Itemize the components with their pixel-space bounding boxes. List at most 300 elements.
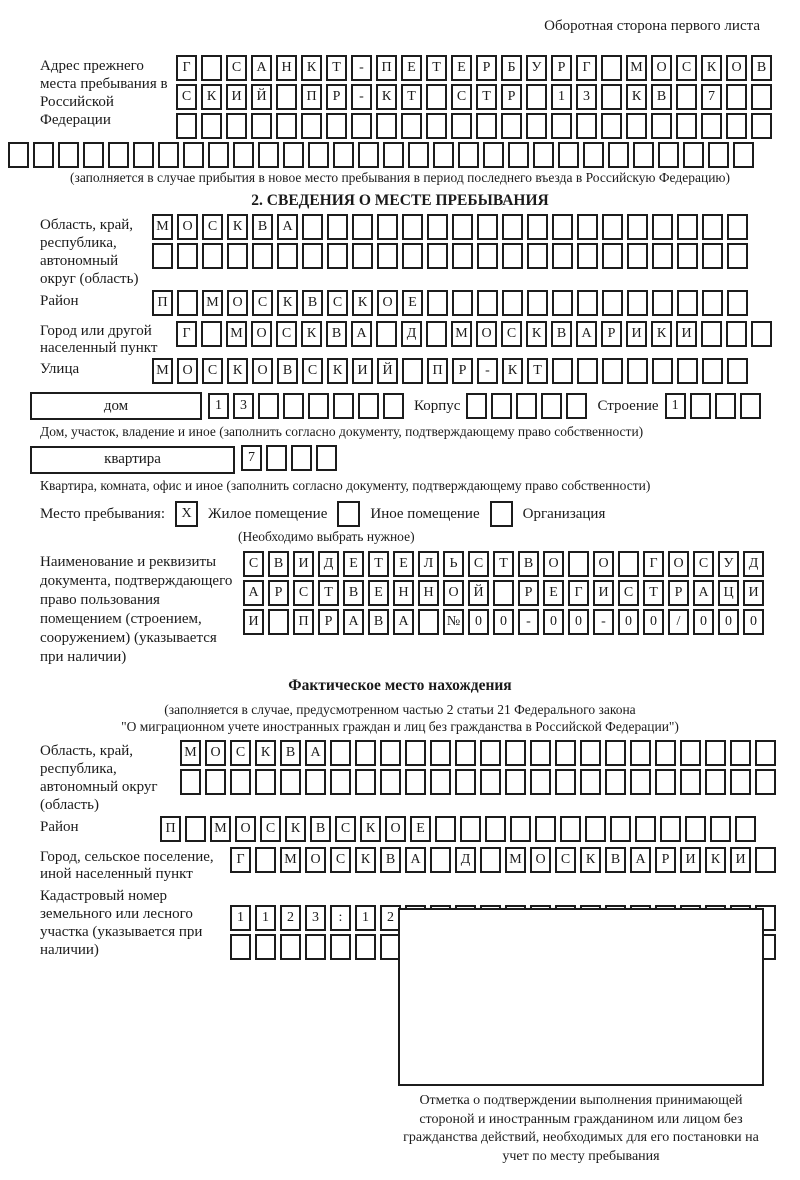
char-cell [201,113,222,139]
char-cell [283,142,304,168]
char-cell: Й [251,84,272,110]
char-cell: У [718,551,739,577]
char-cell: О [726,55,747,81]
char-cell [602,214,623,240]
char-cell: С [335,816,356,842]
char-cell: А [576,321,597,347]
char-cell [305,769,326,795]
char-cell: Г [568,580,589,606]
district-label: Район [40,293,79,309]
char-cell-row [230,847,776,873]
char-cell [452,243,473,269]
char-cell [505,740,526,766]
char-cell [580,740,601,766]
residential-checkbox: X [175,501,198,527]
char-cell [635,816,656,842]
char-cell [527,214,548,240]
char-cell: А [251,55,272,81]
char-cell [418,609,439,635]
char-cell: К [285,816,306,842]
char-cell: 1 [665,393,686,419]
char-cell [676,84,697,110]
char-cell: 0 [643,609,664,635]
char-cell: 7 [701,84,722,110]
char-cell: В [551,321,572,347]
char-cell [701,113,722,139]
char-cell [177,290,198,316]
char-cell: Р [551,55,572,81]
char-cell [308,393,329,419]
title-document-grid [243,551,764,638]
char-cell: С [202,214,223,240]
char-cell: О [443,580,464,606]
char-cell: С [327,290,348,316]
char-cell-row [243,609,764,635]
char-cell [330,934,351,960]
house-note: Дом, участок, владение и иное (заполнить согласно документу, подтверждающему право собственности) [40,424,644,439]
char-cell [430,740,451,766]
char-cell: 0 [618,609,639,635]
char-cell: 1 [355,905,376,931]
char-cell [608,142,629,168]
char-cell: К [227,214,248,240]
char-cell [680,740,701,766]
char-cell: А [343,609,364,635]
char-cell [727,214,748,240]
char-cell: 1 [255,905,276,931]
char-cell: Л [418,551,439,577]
char-cell [708,142,729,168]
char-cell: Е [393,551,414,577]
char-cell: К [705,847,726,873]
actual-city-block [40,847,800,883]
char-cell [652,290,673,316]
char-cell: С [243,551,264,577]
char-cell [626,113,647,139]
char-cell: И [730,847,751,873]
char-cell [702,243,723,269]
char-cell: Т [368,551,389,577]
char-cell: Е [451,55,472,81]
char-cell [208,142,229,168]
char-cell: И [676,321,697,347]
char-cell [705,740,726,766]
char-cell [380,740,401,766]
previous-address-block [40,55,800,142]
char-cell: 1 [208,393,229,419]
char-cell: Й [377,358,398,384]
char-cell [580,769,601,795]
actual-region-label: Область, край, республика, автономный округ (область) [40,743,158,813]
char-cell-row [176,321,772,347]
char-cell [510,816,531,842]
stay-type-label: Место пребывания: [40,505,165,522]
char-cell: М [152,214,173,240]
page-header-note: Оборотная сторона первого листа [544,18,760,34]
char-cell [460,816,481,842]
char-cell [655,740,676,766]
char-cell: О [668,551,689,577]
char-cell [476,113,497,139]
char-cell: Е [410,816,431,842]
char-cell [255,847,276,873]
char-cell [158,142,179,168]
char-cell [601,84,622,110]
char-cell [180,769,201,795]
char-cell [535,816,556,842]
char-cell: А [277,214,298,240]
char-cell: М [505,847,526,873]
char-cell: В [518,551,539,577]
char-cell [376,113,397,139]
korpus-cells [466,393,587,419]
char-cell: С [302,358,323,384]
char-cell [690,393,711,419]
char-cell [408,142,429,168]
char-cell [258,142,279,168]
char-cell [726,321,747,347]
actual-location-title: Фактическое место нахождения [288,677,512,694]
char-cell [751,321,772,347]
char-cell: М [226,321,247,347]
char-cell [527,290,548,316]
char-cell [33,142,54,168]
char-cell [301,113,322,139]
char-cell [251,113,272,139]
char-cell [276,84,297,110]
char-cell [485,816,506,842]
district-block [40,290,800,319]
char-cell-row [243,551,764,577]
house-type-box: дом [30,392,202,420]
char-cell: К [227,358,248,384]
char-cell: Б [501,55,522,81]
char-cell [627,290,648,316]
char-cell [426,84,447,110]
char-cell [493,580,514,606]
char-cell: О [252,358,273,384]
char-cell: Г [176,55,197,81]
char-cell: К [701,55,722,81]
korpus-label: Корпус [414,397,461,414]
char-cell: Н [276,55,297,81]
char-cell: 1 [230,905,251,931]
char-cell: Р [501,84,522,110]
char-cell [352,214,373,240]
previous-address-note: (заполняется в случае прибытия в новое место пребывания в период последнего въезда в Российскую Федерацию) [69,170,731,185]
char-cell: Е [402,290,423,316]
char-cell: 0 [693,609,714,635]
char-cell [483,142,504,168]
char-cell: В [368,609,389,635]
char-cell: А [405,847,426,873]
char-cell [430,847,451,873]
char-cell [633,142,654,168]
char-cell [201,321,222,347]
char-cell [226,113,247,139]
apartment-number-cells [241,445,337,471]
char-cell [276,113,297,139]
char-cell [327,243,348,269]
char-cell [458,142,479,168]
char-cell: М [180,740,201,766]
char-cell: А [351,321,372,347]
char-cell [266,445,287,471]
char-cell: М [152,358,173,384]
char-cell [727,290,748,316]
char-cell [530,740,551,766]
char-cell: В [280,740,301,766]
char-cell [630,769,651,795]
char-cell: А [630,847,651,873]
char-cell: Т [493,551,514,577]
char-cell: Д [318,551,339,577]
char-cell: В [751,55,772,81]
char-cell-row [160,816,756,842]
char-cell: Р [655,847,676,873]
char-cell: Т [426,55,447,81]
char-cell: О [377,290,398,316]
char-cell [333,393,354,419]
char-cell: Д [401,321,422,347]
char-cell [308,142,329,168]
char-cell-row [152,214,748,240]
char-cell: К [201,84,222,110]
char-cell [585,816,606,842]
organization-option-label: Организация [522,505,606,522]
char-cell [302,214,323,240]
char-cell: Й [468,580,489,606]
char-cell [577,290,598,316]
char-cell: Е [368,580,389,606]
char-cell [330,740,351,766]
char-cell [451,113,472,139]
char-cell: К [301,55,322,81]
stay-type-hint: (Необходимо выбрать нужное) [238,529,415,544]
region-label: Область, край, республика, автономный округ (область) [40,217,139,287]
char-cell: Т [527,358,548,384]
char-cell: О [543,551,564,577]
char-cell [755,769,776,795]
char-cell [433,142,454,168]
char-cell [330,769,351,795]
char-cell [183,142,204,168]
char-cell [551,113,572,139]
char-cell [602,358,623,384]
char-cell [627,358,648,384]
char-cell: - [351,84,372,110]
char-cell [516,393,537,419]
char-cell [555,769,576,795]
char-cell: С [676,55,697,81]
char-cell: 0 [493,609,514,635]
char-cell: П [152,290,173,316]
char-cell [83,142,104,168]
char-cell: О [251,321,272,347]
char-cell: Е [543,580,564,606]
char-cell [402,243,423,269]
char-cell [577,214,598,240]
char-cell [376,321,397,347]
house-row [30,392,800,420]
char-cell: М [202,290,223,316]
char-cell [660,816,681,842]
char-cell: Р [601,321,622,347]
char-cell: О [205,740,226,766]
char-cell: Д [455,847,476,873]
char-cell: 2 [380,905,401,931]
char-cell [583,142,604,168]
char-cell [426,321,447,347]
char-cell [230,934,251,960]
char-cell: П [293,609,314,635]
char-cell [358,393,379,419]
char-cell: В [268,551,289,577]
char-cell [627,243,648,269]
char-cell: И [743,580,764,606]
char-cell [177,243,198,269]
title-document-label: Наименование и реквизиты документа, подтверждающего право пользования помещением (строением, сооружением) (указывается при наличии) [40,554,233,665]
char-cell: И [293,551,314,577]
char-cell [652,243,673,269]
char-cell [683,142,704,168]
char-cell: И [680,847,701,873]
char-cell: К [360,816,381,842]
actual-location-note-line2: "О миграционном учете иностранных граждан и лиц без гражданства в Российской Федерации") [121,719,679,734]
char-cell: О [385,816,406,842]
char-cell [305,934,326,960]
char-cell [352,243,373,269]
char-cell [568,551,589,577]
char-cell: П [301,84,322,110]
char-cell: В [605,847,626,873]
char-cell: К [301,321,322,347]
char-cell [652,358,673,384]
char-cell: Г [643,551,664,577]
char-cell [108,142,129,168]
char-cell: В [310,816,331,842]
char-cell [435,816,456,842]
char-cell: Е [343,551,364,577]
char-cell: 3 [576,84,597,110]
char-cell: О [651,55,672,81]
char-cell: Н [393,580,414,606]
char-cell: М [210,816,231,842]
char-cell-row [180,740,776,766]
char-cell [555,740,576,766]
char-cell: С [451,84,472,110]
char-cell: А [305,740,326,766]
char-cell [677,290,698,316]
char-cell: Р [452,358,473,384]
apartment-row [30,445,800,474]
actual-location-note [0,701,800,735]
char-cell [326,113,347,139]
char-cell [302,243,323,269]
char-cell: 0 [743,609,764,635]
char-cell: К [526,321,547,347]
char-cell: Т [476,84,497,110]
actual-city-label: Город, сельское поселение, иной населенный пункт [40,849,214,882]
char-cell [455,740,476,766]
street-label: Улица [40,361,80,377]
char-cell: П [376,55,397,81]
char-cell [327,214,348,240]
char-cell [651,113,672,139]
char-cell: Н [418,580,439,606]
char-cell [502,214,523,240]
stay-type-row [40,501,800,527]
char-cell: - [351,55,372,81]
char-cell: Ь [443,551,464,577]
char-cell: М [280,847,301,873]
char-cell: В [380,847,401,873]
char-cell [316,445,337,471]
char-cell: К [376,84,397,110]
char-cell [205,769,226,795]
char-cell [427,243,448,269]
region-block [40,214,800,288]
char-cell: : [330,905,351,931]
apartment-type-box: квартира [30,446,235,474]
char-cell-row [152,290,748,316]
apartment-note: Квартира, комната, офис и иное (заполнить согласно документу, подтверждающему право собственности) [40,478,651,493]
char-cell [541,393,562,419]
char-cell: А [693,580,714,606]
city-label: Город или другой населенный пункт [40,323,158,356]
char-cell: 7 [241,445,262,471]
char-cell [526,113,547,139]
actual-region-grid [180,740,776,798]
cadastre-label: Кадастровый номер земельного или лесного участка (указывается при наличии) [40,888,203,958]
char-cell: О [177,358,198,384]
char-cell: 0 [543,609,564,635]
char-cell [605,769,626,795]
char-cell [726,113,747,139]
char-cell: О [593,551,614,577]
char-cell: 0 [568,609,589,635]
char-cell [502,290,523,316]
other-premises-checkbox [337,501,360,527]
char-cell [533,142,554,168]
char-cell [477,214,498,240]
char-cell [355,740,376,766]
street-block [40,358,800,387]
char-cell [705,769,726,795]
char-cell [402,358,423,384]
char-cell [727,243,748,269]
char-cell [133,142,154,168]
char-cell: 0 [468,609,489,635]
region-grid [152,214,748,272]
char-cell-row [176,84,772,110]
char-cell: С [252,290,273,316]
char-cell: Р [668,580,689,606]
char-cell: Ц [718,580,739,606]
char-cell [477,243,498,269]
char-cell: 3 [305,905,326,931]
char-cell [277,243,298,269]
char-cell [380,769,401,795]
char-cell [480,740,501,766]
char-cell [383,393,404,419]
char-cell [702,290,723,316]
char-cell [755,740,776,766]
char-cell [526,84,547,110]
char-cell [735,816,756,842]
char-cell: С [276,321,297,347]
char-cell [405,769,426,795]
